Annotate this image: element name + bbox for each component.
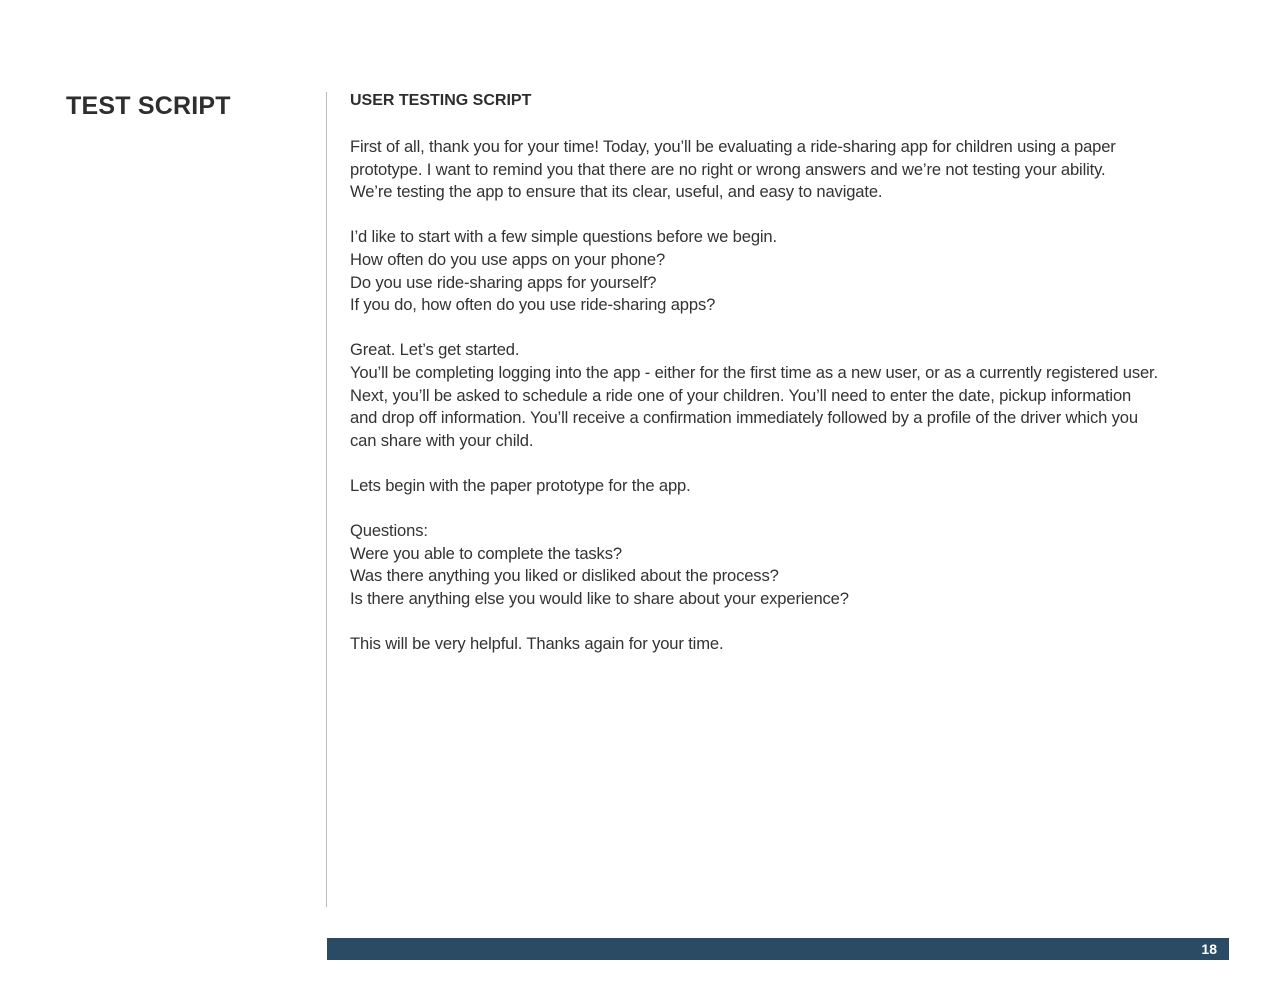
text-line: Was there anything you liked or disliked about the process? <box>350 566 779 586</box>
text-line: How often do you use apps on your phone? <box>350 249 666 269</box>
text-line: prototype. I want to remind you that there are no right or wrong answers and we’re not testing your ability. <box>350 159 1106 179</box>
page-number: 18 <box>1201 941 1217 957</box>
text-line: Great. Let’s get started. <box>350 340 520 360</box>
text-line: This will be very helpful. Thanks again for your time. <box>350 634 724 654</box>
text-line: If you do, how often do you use ride-sharing apps? <box>350 295 716 315</box>
text-line: and drop off information. You’ll receive a confirmation immediately followed by a profile of the driver which you <box>350 408 1138 428</box>
text-line: Do you use ride-sharing apps for yourself? <box>350 272 657 292</box>
text-line: I’d like to start with a few simple questions before we begin. <box>350 227 777 247</box>
footer-bar <box>327 938 1229 960</box>
paragraph-warmup-questions <box>350 226 1250 316</box>
text-line: Next, you’ll be asked to schedule a ride one of your children. You’ll need to enter the date, pickup information <box>350 385 1132 405</box>
text-line: Lets begin with the paper prototype for the app. <box>350 475 691 495</box>
section-heading: USER TESTING SCRIPT <box>350 92 532 109</box>
vertical-divider <box>326 92 327 907</box>
text-line: Questions: <box>350 521 428 541</box>
text-line: Is there anything else you would like to share about your experience? <box>350 588 849 608</box>
text-line: can share with your child. <box>350 430 534 450</box>
paragraph-closing <box>350 633 1250 656</box>
text-line: Were you able to complete the tasks? <box>350 543 622 563</box>
paragraph-begin <box>350 475 1250 498</box>
paragraph-tasks <box>350 339 1250 452</box>
page-title: TEST SCRIPT <box>66 92 231 120</box>
text-line: First of all, thank you for your time! Today, you’ll be evaluating a ride-sharing app for children using a paper <box>350 137 1116 156</box>
text-line: You’ll be completing logging into the app - either for the first time as a new user, or as a currently registered user. <box>350 362 1158 382</box>
paragraph-intro <box>350 136 1250 204</box>
paragraph-followup-questions <box>350 520 1250 610</box>
script-content <box>350 91 1250 678</box>
text-line: We’re testing the app to ensure that its clear, useful, and easy to navigate. <box>350 182 883 202</box>
